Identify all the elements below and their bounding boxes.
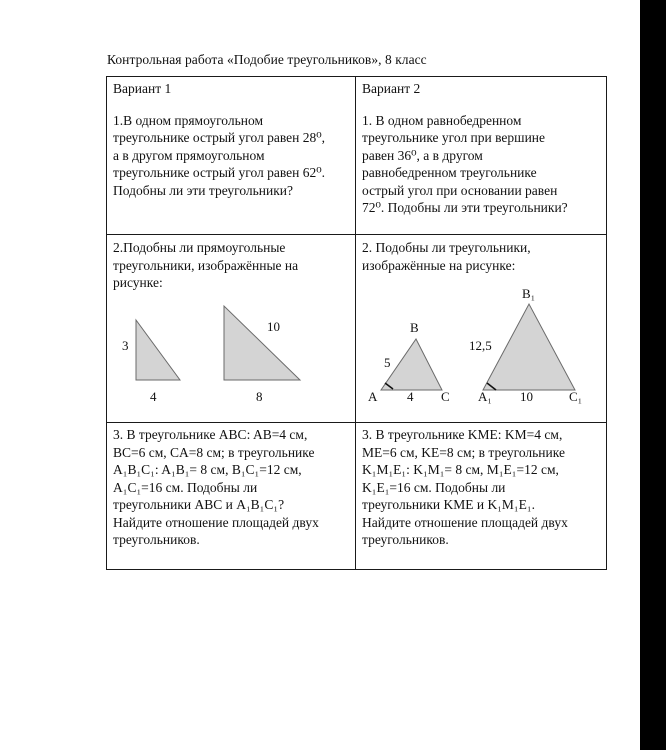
label-side-a1c1: 10 <box>520 389 533 404</box>
large-right-triangle <box>224 306 300 380</box>
variant2-q1-cell <box>356 77 607 235</box>
label-vertex-b: B <box>410 320 419 335</box>
variant2-header: Вариант 2 <box>362 81 421 96</box>
tasks-table <box>106 76 607 570</box>
variant1-q3-text: 3. В треугольнике ABC: AB=4 см, BC=6 см, CA=8 см; в треугольнике A₁B₁C₁: A₁B₁= 8 см, B₁C₁=12 см, A₁C₁=16 см. Подобны ли треугольники ABC и A₁B₁C₁? Найдите отношение площадей двух треугольников. <box>113 427 319 547</box>
label-side-ab: 5 <box>384 355 391 370</box>
variant2-q2-figure <box>356 235 607 415</box>
variant1-q2-text: 2.Подобны ли прямоугольные треугольники, изображённые на рисунке: <box>113 240 299 290</box>
label-vertex-c1: C₁ <box>569 389 583 404</box>
label-small-leg-horizontal: 4 <box>150 389 157 404</box>
variant2-q1-text: 1. В одном равнобедренном треугольнике угол при вершине равен 36⁰, а в другом равнобедренном треугольнике острый угол при основании равен 72⁰. Подобны ли эти треугольники? <box>362 112 568 215</box>
label-vertex-a: A <box>368 389 378 404</box>
label-vertex-b1: B₁ <box>522 286 536 301</box>
label-side-ac: 4 <box>407 389 414 404</box>
page-title: Контрольная работа «Подобие треугольников», 8 класс <box>107 52 427 67</box>
variant1-header: Вариант 1 <box>113 81 172 96</box>
label-vertex-a1: A₁ <box>478 389 492 404</box>
variant1-q1-text: 1.В одном прямоугольном треугольнике острый угол равен 28⁰, а в другом прямоугольном треугольнике острый угол равен 62⁰. Подобны ли эти треугольники? <box>113 112 326 198</box>
label-side-a1b1: 12,5 <box>469 338 492 353</box>
variant2-q2-cell <box>356 235 607 423</box>
variant2-q3-cell <box>356 423 607 570</box>
label-large-leg-horizontal: 8 <box>256 389 263 404</box>
variant1-q2-figure <box>107 235 356 415</box>
label-small-leg-vertical: 3 <box>122 338 129 353</box>
variant1-q1-cell <box>107 77 356 235</box>
table-row <box>107 77 607 235</box>
triangle-a1b1c1 <box>483 304 575 390</box>
label-large-hypotenuse: 10 <box>267 319 280 334</box>
variant2-q2-text: 2. Подобны ли треугольники, изображённые на рисунке: <box>362 240 531 273</box>
label-vertex-c: C <box>441 389 450 404</box>
page-edge <box>640 0 666 750</box>
variant2-q3-text: 3. В треугольнике KME: KM=4 см, ME=6 см, KE=8 см; в треугольнике K₁M₁E₁: K₁M₁= 8 см, M₁E₁=12 см, K₁E₁=16 см. Подобны ли треугольники KME и K₁M₁E₁. Найдите отношение площадей двух треугольников. <box>362 427 568 547</box>
variant1-q2-cell <box>107 235 356 423</box>
table-row <box>107 423 607 570</box>
variant1-q3-cell <box>107 423 356 570</box>
table-row <box>107 235 607 423</box>
small-right-triangle <box>136 320 180 380</box>
